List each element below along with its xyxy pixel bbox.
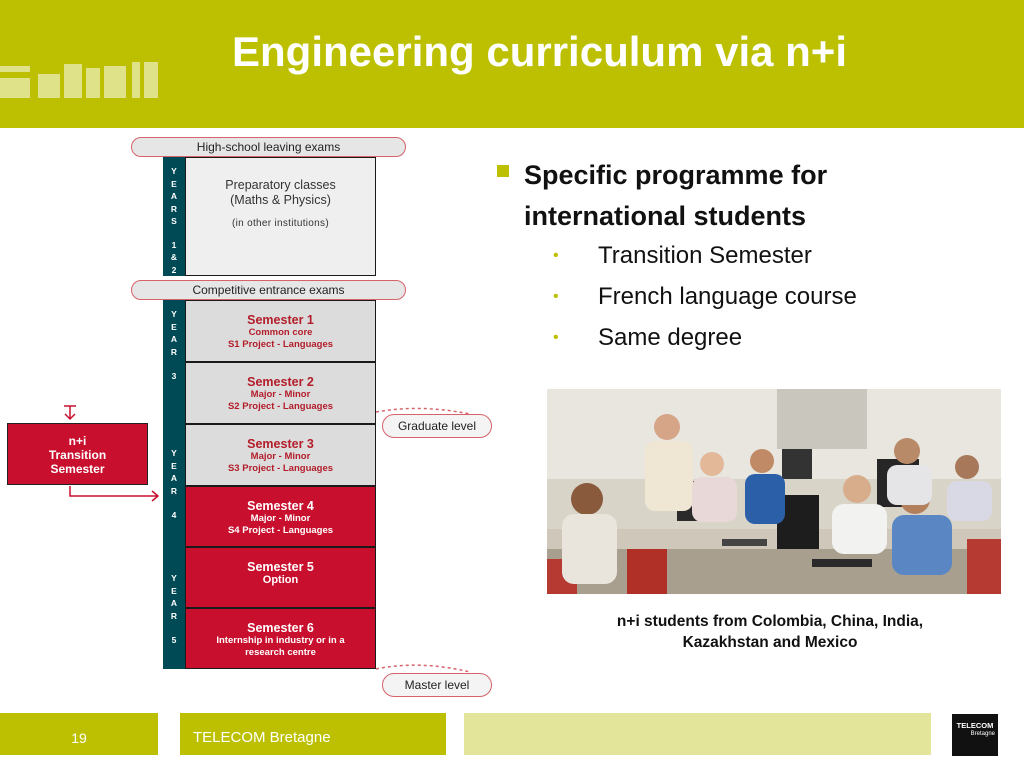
- semester-2-box: Semester 2 Major - Minor S2 Project - Languages: [185, 362, 376, 424]
- master-level-tag: Master level: [382, 673, 492, 697]
- square-bullet-icon: [497, 165, 509, 177]
- graduate-level-tag: Graduate level: [382, 414, 492, 438]
- footer-organization: TELECOM Bretagne: [180, 713, 446, 755]
- students-classroom-photo: [547, 389, 1001, 594]
- prep-line1: Preparatory classes: [225, 178, 336, 192]
- sub-bullet: • Same degree: [553, 321, 857, 362]
- semester-5-box: Semester 5 Option: [185, 547, 376, 608]
- prep-line2: (Maths & Physics): [230, 193, 331, 207]
- header-band: [0, 0, 1024, 128]
- school-logo-watermark: [0, 58, 162, 102]
- sub-bullet-list: [553, 239, 857, 362]
- year-5-bar: Y E A R 5: [163, 546, 185, 669]
- slide-title: Engineering curriculum via n+i: [232, 28, 847, 75]
- semester-3-box: Semester 3 Major - Minor S3 Project - Languages: [185, 424, 376, 486]
- sub-bullet: • French language course: [553, 280, 857, 321]
- years-1-2-bar: Y E A R S 1 & 2: [163, 157, 185, 276]
- sub-bullet: • Transition Semester: [553, 239, 857, 280]
- main-bullet-text: Specific programme for international students: [524, 160, 828, 231]
- high-school-exams-pill: High-school leaving exams: [131, 137, 406, 157]
- page-number: 19: [0, 713, 158, 755]
- year-4-bar: Y E A R 4: [163, 423, 185, 546]
- main-bullet: [497, 155, 937, 237]
- photo-caption: n+i students from Colombia, China, India, Kazakhstan and Mexico: [616, 613, 924, 651]
- telecom-bretagne-logo: TELECOM Bretagne: [952, 714, 998, 756]
- semester-6-box: Semester 6 Internship in industry or in a research centre: [185, 608, 376, 669]
- ni-transition-box: n+i Transition Semester: [7, 423, 148, 485]
- year-3-bar: Y E A R 3: [163, 300, 185, 423]
- semester-1-box: Semester 1 Common core S1 Project - Languages: [185, 300, 376, 362]
- preparatory-classes-box: [185, 157, 376, 276]
- prep-note: (in other institutions): [232, 218, 329, 229]
- bullet-dot-icon: •: [553, 288, 559, 305]
- footer-bar: [464, 713, 931, 755]
- bullet-dot-icon: •: [553, 329, 559, 346]
- bullet-dot-icon: •: [553, 247, 559, 264]
- semester-4-box: Semester 4 Major - Minor S4 Project - Languages: [185, 486, 376, 547]
- competitive-exams-pill: Competitive entrance exams: [131, 280, 406, 300]
